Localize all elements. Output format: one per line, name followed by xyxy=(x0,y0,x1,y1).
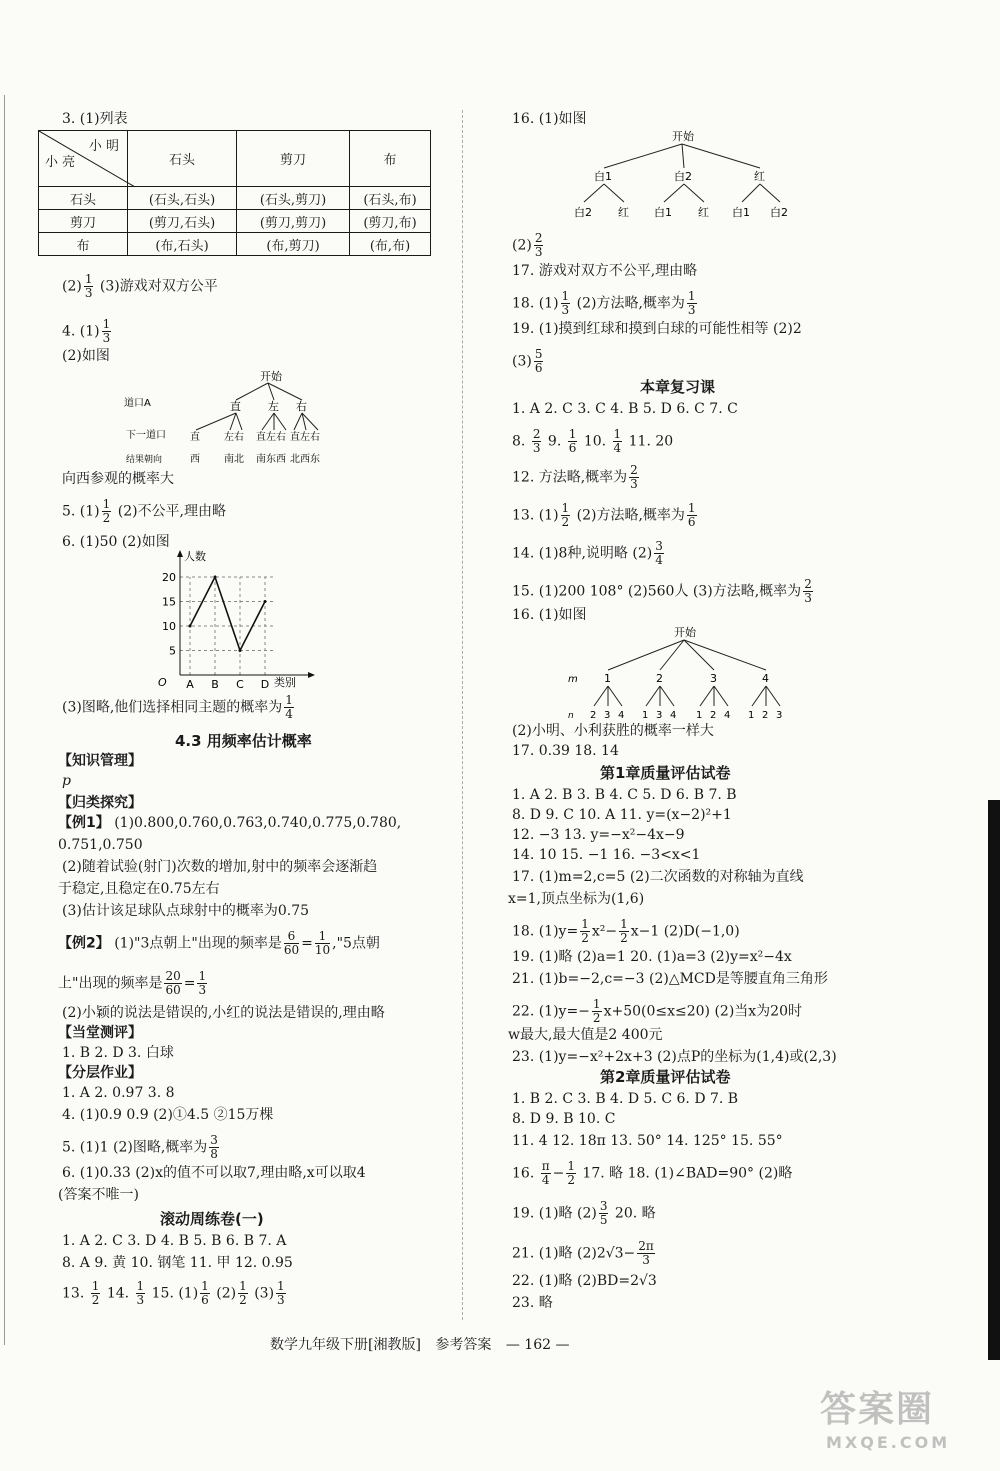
review-line-15: 15. (1)200 108° (2)560人 (3)方法略,概率为 $\frac{2}{3}$ xyxy=(512,577,812,605)
fc-line-6b: (答案不唯一) xyxy=(58,1187,139,1203)
y-axis-label: 人数 xyxy=(184,550,206,563)
ch1-line-3: 12. −3 13. y=−x²−4x−9 xyxy=(512,827,685,843)
review-line-16-2: (2)小明、小利获胜的概率一样大 xyxy=(512,723,714,739)
ex1-line-2: 0.751,0.750 xyxy=(58,837,143,853)
footer-page-number: — 162 — xyxy=(505,1337,570,1353)
svg-text:1: 1 xyxy=(696,710,703,721)
section-heading-4-3: 4.3 用频率估计概率 xyxy=(175,732,312,750)
svg-text:2: 2 xyxy=(656,672,663,685)
chart-grid xyxy=(180,577,275,675)
svg-text:白2: 白2 xyxy=(770,206,788,219)
svg-text:红: 红 xyxy=(618,206,629,219)
rps-table xyxy=(38,130,431,256)
ch2-line-4: 16. $\frac{\pi}{4}$ − $\frac{1}{2}$ 17. 略 18. (1)∠BAD=90° (2)略 xyxy=(512,1159,793,1187)
q4-conclusion: 向西参观的概率大 xyxy=(62,471,174,487)
ch1-line-8: 19. (1)略 (2)a=1 20. (1)a=3 (2)y=x²−4x xyxy=(512,949,792,965)
tree-start: 开始 xyxy=(260,370,282,383)
y-tick-label: 20 xyxy=(162,571,176,584)
table-cell: (石头,剪刀) xyxy=(237,187,350,210)
svg-text:右: 右 xyxy=(296,400,307,413)
table-row xyxy=(39,187,431,210)
data-point xyxy=(214,576,217,579)
gltj-heading: 【归类探究】 xyxy=(58,795,142,811)
x-tick-label: B xyxy=(211,678,219,688)
svg-text:结果朝向: 结果朝向 xyxy=(126,455,163,465)
dtcp-heading: 【当堂测评】 xyxy=(58,1025,142,1041)
zsgl-heading: 【知识管理】 xyxy=(58,753,142,769)
ch2-line-8: 23. 略 xyxy=(512,1295,553,1311)
r-q18: 18. (1) $\frac{1}{3}$ (2)方法略,概率为 $\frac{1}{3}$ xyxy=(512,289,696,317)
fc-line-6: 6. (1)0.33 (2)x的值不可以取7,理由略,x可以取4 xyxy=(62,1165,366,1181)
y-tick-label: 10 xyxy=(162,620,176,633)
svg-text:2: 2 xyxy=(762,710,769,721)
table-header: 石头 xyxy=(128,131,237,187)
page-edge-line xyxy=(4,95,5,1345)
ex1-line-3: (2)随着试验(射门)次数的增加,射中的频率会逐渐趋 xyxy=(62,859,378,875)
row-label: 剪刀 xyxy=(39,210,128,233)
table-cell: (布,布) xyxy=(350,233,431,256)
table-header: 布 xyxy=(350,131,431,187)
review-line-1: 1. A 2. C 3. C 4. B 5. D 6. C 7. C xyxy=(512,401,738,417)
q3-2-line: (2) $\frac{1}{3}$ (3)游戏对双方公平 xyxy=(62,272,218,300)
svg-text:3: 3 xyxy=(776,710,783,721)
ch1-heading: 第1章质量评估试卷 xyxy=(600,764,731,782)
svg-text:n: n xyxy=(568,711,574,721)
row-label: 布 xyxy=(39,233,128,256)
scan-edge-shadow xyxy=(988,800,1000,1360)
gd-line-2: 8. A 9. 黄 10. 钢笔 11. 甲 12. 0.95 xyxy=(62,1255,293,1271)
svg-text:南东西: 南东西 xyxy=(256,454,286,465)
column-divider xyxy=(462,110,463,1320)
ex2-line-2: 上"出现的频率是 $\frac{20}{60}$ = $\frac{1}{3}$ xyxy=(58,969,207,997)
review-line-12: 12. 方法略,概率为 $\frac{2}{3}$ xyxy=(512,463,638,491)
fc-line-4: 4. (1)0.9 0.9 (2)①4.5 ②15万棵 xyxy=(62,1107,274,1123)
watermark-logo: 答案圈 MXQE.COM xyxy=(820,1389,951,1452)
ex1-line-1: 【例1】 (1)0.800,0.760,0.763,0.740,0.775,0.780, xyxy=(58,815,402,831)
table-cell: (石头,布) xyxy=(350,187,431,210)
svg-text:直: 直 xyxy=(190,432,200,443)
svg-text:下一道口: 下一道口 xyxy=(126,430,166,441)
svg-text:3: 3 xyxy=(710,672,717,685)
ex1-line-4: 于稳定,且稳定在0.75左右 xyxy=(58,881,220,897)
table-corner-cell xyxy=(39,131,128,187)
review-line-17: 17. 0.39 18. 14 xyxy=(512,743,619,759)
r16-tree-diagram xyxy=(560,622,800,722)
svg-text:白1: 白1 xyxy=(654,206,672,219)
svg-text:1: 1 xyxy=(604,672,611,685)
svg-text:3: 3 xyxy=(656,710,663,721)
gd-line-3: 13. $\frac{1}{2}$ 14. $\frac{1}{3}$ 15. (1) $\frac{1}{6}$ (2) $\frac{1}{2}$ (3) $\frac{1}{3}$ xyxy=(62,1279,285,1307)
page-footer xyxy=(270,1336,569,1354)
svg-text:4: 4 xyxy=(670,710,677,721)
q16-tree-diagram xyxy=(560,126,800,222)
ex2-line-1: 【例2】 (1)"3点朝上"出现的频率是 $\frac{6}{60}$ = $\frac{1}{10}$ ,"5点朝 xyxy=(58,929,380,957)
svg-text:1: 1 xyxy=(642,710,649,721)
fc-line-1: 1. A 2. 0.97 3. 8 xyxy=(62,1085,175,1101)
svg-text:白1: 白1 xyxy=(594,170,612,183)
footer-book: 数学九年级下册[湘教版] xyxy=(270,1337,421,1353)
svg-text:4: 4 xyxy=(762,672,769,685)
x-axis-arrow xyxy=(308,672,315,678)
ch1-line-2: 8. D 9. C 10. A 11. y=(x−2)²+1 xyxy=(512,807,732,823)
ch2-line-6: 21. (1)略 (2)2√3− $\frac{2\pi}{3}$ xyxy=(512,1239,654,1267)
series-line xyxy=(190,577,265,651)
svg-text:3: 3 xyxy=(604,710,611,721)
ch1-line-6: x=1,顶点坐标为(1,6) xyxy=(508,891,645,907)
ch2-heading: 第2章质量评估试卷 xyxy=(600,1068,731,1086)
review-line-16: 16. (1)如图 xyxy=(512,607,587,623)
svg-text:4: 4 xyxy=(724,710,731,721)
ch2-line-3: 11. 4 12. 18π 13. 50° 14. 125° 15. 55° xyxy=(512,1133,783,1149)
table-row xyxy=(39,210,431,233)
ch1-line-4: 14. 10 15. −1 16. −3<x<1 xyxy=(512,847,701,863)
table-cell: (剪刀,剪刀) xyxy=(237,210,350,233)
svg-text:1: 1 xyxy=(748,710,755,721)
svg-text:左右: 左右 xyxy=(224,432,244,443)
footer-ref: 参考答案 xyxy=(435,1337,492,1353)
q6-line: 6. (1)50 (2)如图 xyxy=(62,534,170,550)
p-answer: p xyxy=(62,773,71,789)
svg-text:2: 2 xyxy=(710,710,717,721)
table-row xyxy=(39,233,431,256)
r-q19: 19. (1)摸到红球和摸到白球的可能性相等 (2)2 xyxy=(512,321,802,337)
review-line-8: 8. $\frac{2}{3}$ 9. $\frac{1}{6}$ 10. $\frac{1}{4}$ 11. 20 xyxy=(512,427,674,455)
y-axis-arrow xyxy=(177,550,183,557)
table-cell: (剪刀,布) xyxy=(350,210,431,233)
corner-bottom-label: 小 亮 xyxy=(45,155,76,170)
svg-text:西: 西 xyxy=(190,454,200,465)
corner-top-label: 小 明 xyxy=(88,139,119,154)
line-chart xyxy=(150,548,320,688)
table-cell: (石头,石头) xyxy=(128,187,237,210)
table-header: 剪刀 xyxy=(237,131,350,187)
ch1-line-1: 1. A 2. B 3. B 4. C 5. D 6. B 7. B xyxy=(512,787,737,803)
r-q17: 17. 游戏对双方不公平,理由略 xyxy=(512,263,698,279)
fc-line-5: 5. (1)1 (2)图略,概率为 $\frac{3}{8}$ xyxy=(62,1133,218,1161)
svg-text:白2: 白2 xyxy=(674,170,692,183)
svg-text:红: 红 xyxy=(698,206,709,219)
svg-text:白1: 白1 xyxy=(732,206,750,219)
data-point xyxy=(264,600,267,603)
r-q16-2: (2) $\frac{2}{3}$ xyxy=(512,231,543,259)
review-heading: 本章复习课 xyxy=(640,378,716,396)
ch1-line-7: 18. (1)y= $\frac{1}{2}$ x²− $\frac{1}{2}$ x−1 (2)D(−1,0) xyxy=(512,917,740,945)
row-label: 石头 xyxy=(39,187,128,210)
ex1-line-5: (3)估计该足球队点球射中的概率为0.75 xyxy=(62,903,310,919)
data-point xyxy=(189,625,192,628)
ch2-line-1: 1. B 2. C 3. B 4. D 5. C 6. D 7. B xyxy=(512,1091,739,1107)
x-tick-label: C xyxy=(236,678,244,688)
ch1-line-10: 22. (1)y=− $\frac{1}{2}$ x+50(0≤x≤20) (2)当x为20时 xyxy=(512,997,802,1025)
svg-text:白2: 白2 xyxy=(574,206,592,219)
svg-text:开始: 开始 xyxy=(674,626,696,639)
svg-text:红: 红 xyxy=(754,170,765,183)
ch1-line-12: 23. (1)y=−x²+2x+3 (2)点P的坐标为(1,4)或(2,3) xyxy=(512,1049,837,1065)
origin-label: O xyxy=(158,676,167,688)
ch2-line-5: 19. (1)略 (2) $\frac{3}{5}$ 20. 略 xyxy=(512,1199,656,1227)
data-point xyxy=(239,649,242,652)
table-cell: (剪刀,石头) xyxy=(128,210,237,233)
y-tick-label: 15 xyxy=(162,595,176,609)
svg-text:南北: 南北 xyxy=(224,454,244,465)
fczy-heading: 【分层作业】 xyxy=(58,1065,142,1081)
x-tick-label: A xyxy=(186,678,194,688)
q6-3-line: (3)图略,他们选择相同主题的概率为 $\frac{1}{4}$ xyxy=(62,693,293,721)
svg-text:左: 左 xyxy=(268,400,279,413)
svg-text:北西东: 北西东 xyxy=(290,454,320,465)
svg-text:2: 2 xyxy=(590,710,597,721)
ch2-line-7: 22. (1)略 (2)BD=2√3 xyxy=(512,1273,657,1289)
review-line-13: 13. (1) $\frac{1}{2}$ (2)方法略,概率为 $\frac{1}{6}$ xyxy=(512,501,696,529)
r-q16: 16. (1)如图 xyxy=(512,111,587,127)
svg-text:道口A: 道口A xyxy=(124,398,151,409)
ch1-line-5: 17. (1)m=2,c=5 (2)二次函数的对称轴为直线 xyxy=(512,869,804,885)
x-tick-label: D xyxy=(260,678,270,688)
ch1-line-9: 21. (1)b=−2,c=−3 (2)△MCD是等腰直角三角形 xyxy=(512,971,828,987)
q4-tree-diagram xyxy=(118,368,348,468)
q5-line: 5. (1) $\frac{1}{2}$ (2)不公平,理由略 xyxy=(62,497,227,525)
svg-text:直: 直 xyxy=(230,400,241,413)
svg-text:直左右: 直左右 xyxy=(256,432,286,443)
gd-heading: 滚动周练卷(一) xyxy=(160,1210,264,1228)
review-line-14: 14. (1)8种,说明略 (2) $\frac{3}{4}$ xyxy=(512,539,663,567)
gd-line-1: 1. A 2. C 3. D 4. B 5. B 6. B 7. A xyxy=(62,1233,287,1249)
dtcp-answers: 1. B 2. D 3. 白球 xyxy=(62,1045,174,1061)
q4-2-line: (2)如图 xyxy=(62,348,110,364)
ex2-line-3: (2)小颖的说法是错误的,小红的说法是错误的,理由略 xyxy=(62,1005,385,1021)
ch1-line-11: w最大,最大值是2 400元 xyxy=(508,1027,663,1043)
ch2-line-2: 8. D 9. B 10. C xyxy=(512,1111,616,1127)
x-axis-label: 类别 xyxy=(274,676,296,688)
svg-text:4: 4 xyxy=(618,710,625,721)
q4-line: 4. (1) $\frac{1}{3}$ xyxy=(62,317,111,345)
q3-title: 3. (1)列表 xyxy=(62,111,128,127)
svg-text:开始: 开始 xyxy=(672,130,694,143)
svg-text:m: m xyxy=(568,674,578,685)
table-cell: (布,石头) xyxy=(128,233,237,256)
table-cell: (布,剪刀) xyxy=(237,233,350,256)
r-q19-3: (3) $\frac{5}{6}$ xyxy=(512,347,543,375)
y-tick-label: 5 xyxy=(169,644,176,658)
svg-text:直左右: 直左右 xyxy=(290,432,320,443)
